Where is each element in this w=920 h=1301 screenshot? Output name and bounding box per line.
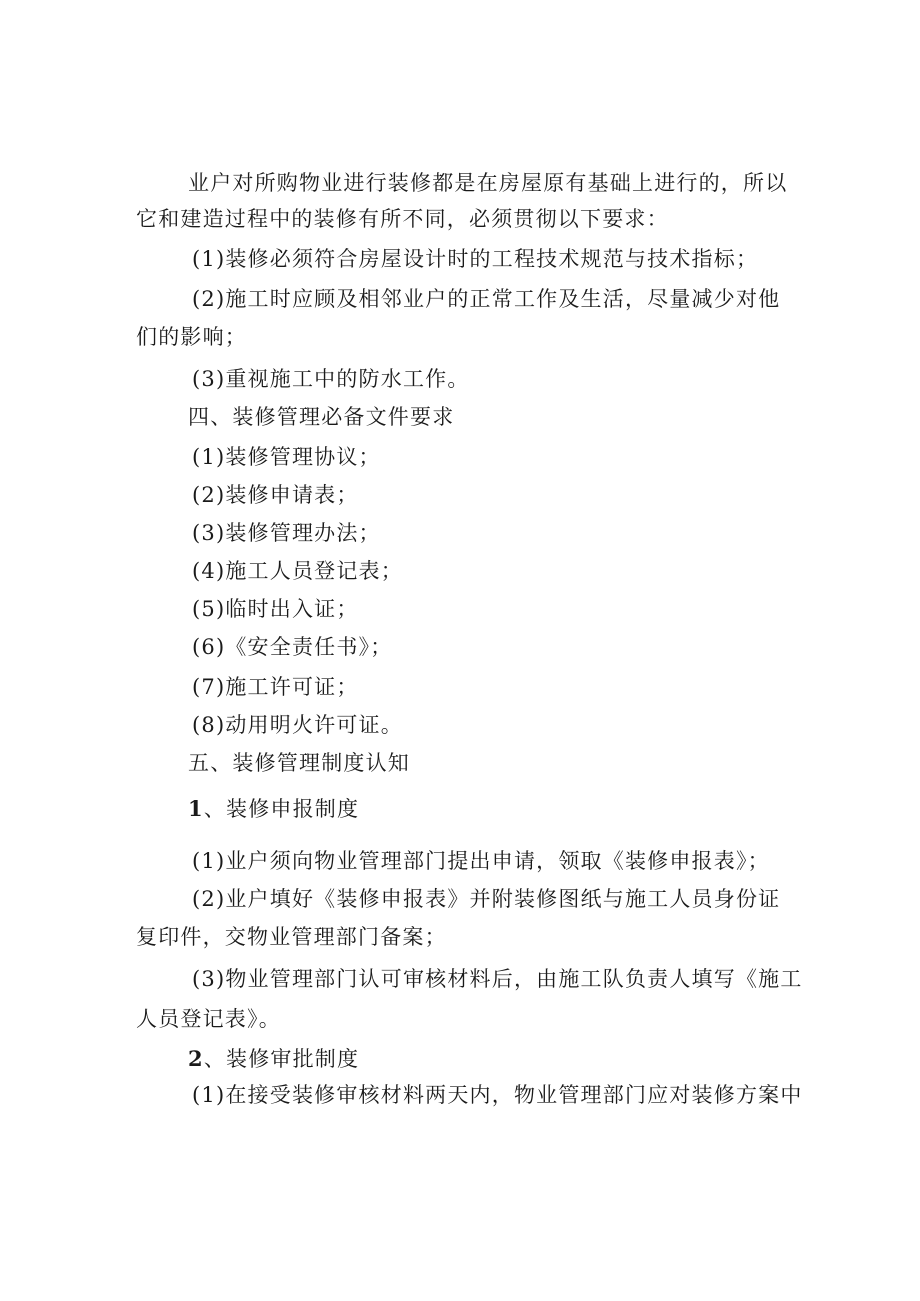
document-list-item-6: (6)《安全责任书》； xyxy=(192,635,393,659)
document-list-item-2: (2)装修申请表； xyxy=(192,483,359,507)
subsection-number-2: 2 xyxy=(188,1046,204,1071)
section-heading-4: 四、装修管理必备文件要求 xyxy=(188,405,455,429)
requirement-item-2-line-2: 们的影响； xyxy=(136,325,247,349)
paragraph-intro-line-2: 它和建造过程中的装修有所不同，必须贯彻以下要求： xyxy=(136,207,669,231)
requirement-item-1: (1)装修必须符合房屋设计时的工程技术规范与技术指标； xyxy=(192,247,759,271)
document-list-item-3: (3)装修管理办法； xyxy=(192,521,381,545)
paragraph-intro-line-1: 业户对所购物业进行装修都是在房屋原有基础上进行的，所以 xyxy=(188,171,788,195)
subsection-heading-1 xyxy=(188,794,828,824)
requirement-item-3: (3)重视施工中的防水工作。 xyxy=(192,367,470,391)
declaration-item-3-line-2: 人员登记表》。 xyxy=(136,1007,281,1031)
declaration-item-2-line-2: 复印件，交物业管理部门备案； xyxy=(136,925,447,949)
declaration-item-3-line-1: (3)物业管理部门认可审核材料后，由施工队负责人填写《施工 xyxy=(192,967,803,991)
subsection-heading-2 xyxy=(188,1044,828,1074)
declaration-item-1: (1)业户须向物业管理部门提出申请，领取《装修申报表》； xyxy=(192,849,770,873)
subsection-title-1: 、装修申报制度 xyxy=(203,797,360,821)
document-list-item-7: (7)施工许可证； xyxy=(192,675,359,699)
approval-item-1: (1)在接受装修审核材料两天内，物业管理部门应对装修方案中 xyxy=(192,1083,803,1107)
document-list-item-5: (5)临时出入证； xyxy=(192,597,359,621)
document-list-item-1: (1)装修管理协议； xyxy=(192,445,381,469)
section-heading-5: 五、装修管理制度认知 xyxy=(188,751,410,775)
document-list-item-8: (8)动用明火许可证。 xyxy=(192,713,403,737)
requirement-item-2-line-1: (2)施工时应顾及相邻业户的正常工作及生活，尽量减少对他 xyxy=(192,287,781,311)
declaration-item-2-line-1: (2)业户填好《装修申报表》并附装修图纸与施工人员身份证 xyxy=(192,887,781,911)
subsection-number-1: 1 xyxy=(188,796,204,821)
document-list-item-4: (4)施工人员登记表； xyxy=(192,559,403,583)
subsection-title-2: 、装修审批制度 xyxy=(203,1047,360,1071)
